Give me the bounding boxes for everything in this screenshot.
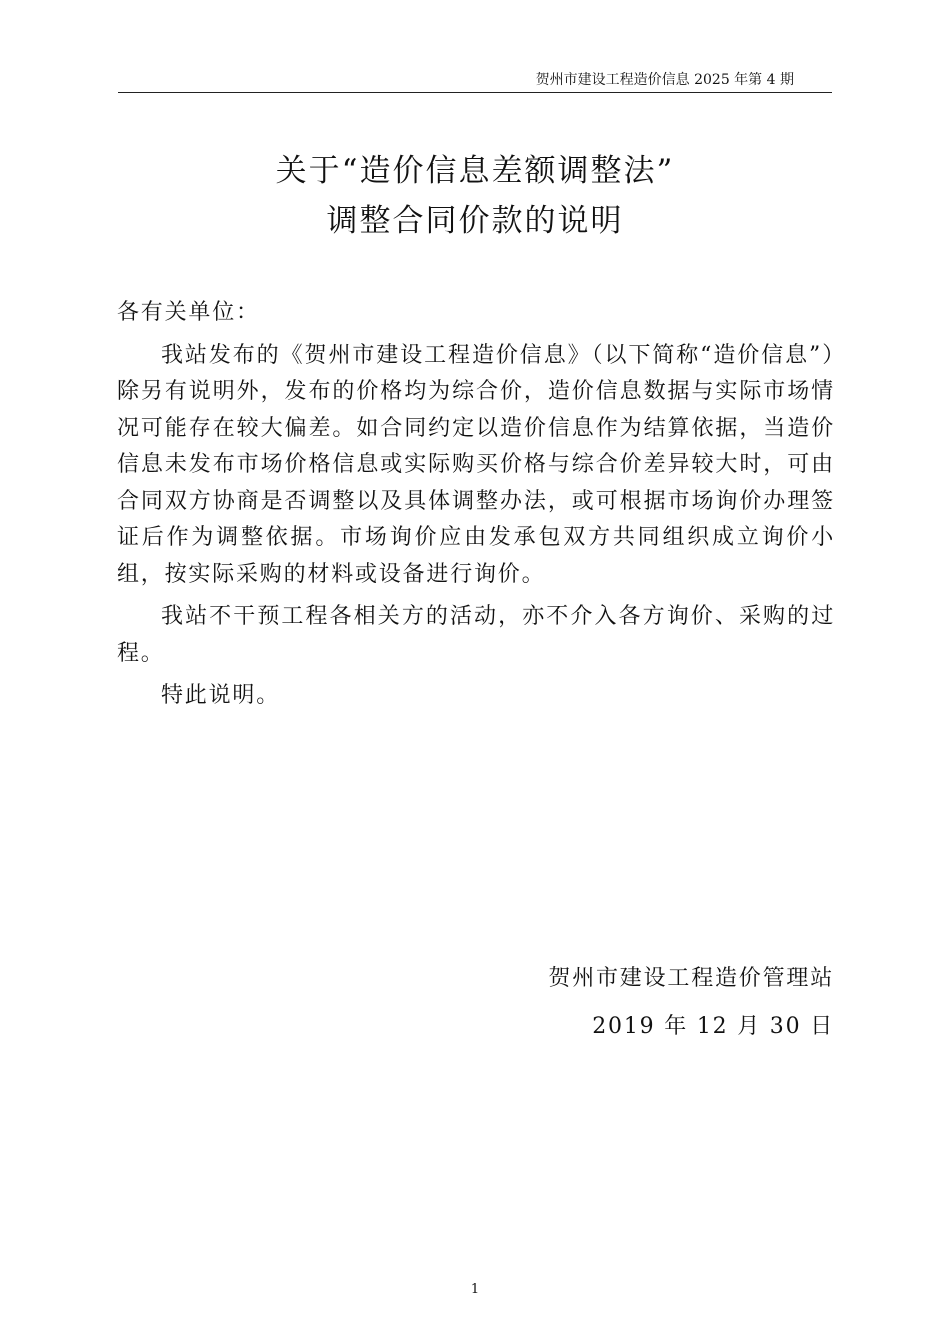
body-paragraph-2: 我站不干预工程各相关方的活动，亦不介入各方询价、采购的过程。: [117, 604, 835, 666]
running-header: 贺州市建设工程造价信息 2025 年第 4 期: [535, 72, 794, 88]
document-body: [117, 295, 835, 721]
title-line-2: 调整合同价款的说明: [326, 203, 624, 239]
page-number: 1: [470, 1282, 480, 1297]
salutation: 各有关单位：: [117, 300, 260, 325]
document-title: [0, 146, 950, 246]
signature-date: 2019 年 12 月 30 日: [592, 1014, 834, 1039]
title-line-1: 关于“造价信息差额调整法”: [275, 153, 675, 189]
body-paragraph-1: 我站发布的《贺州市建设工程造价信息》（以下简称“造价信息”）除另有说明外，发布的价格均为综合价，造价信息数据与实际市场情况可能存在较大偏差。如合同约定以造价信息作为结算依据，当造价信息未发布市场价格信息或实际购买价格与综合价差异较大时，可由合同双方协商是否调整以及具体调整办法，或可根据市场询价办理签证后作为调整依据。市场询价应由发承包双方共同组织成立询价小组，按实际采购的材料或设备进行询价。: [117, 342, 835, 587]
header-rule: [118, 92, 832, 93]
signature-organization: 贺州市建设工程造价管理站: [548, 966, 834, 991]
signature-block: [548, 955, 834, 1051]
body-paragraph-3: 特此说明。: [161, 683, 281, 708]
